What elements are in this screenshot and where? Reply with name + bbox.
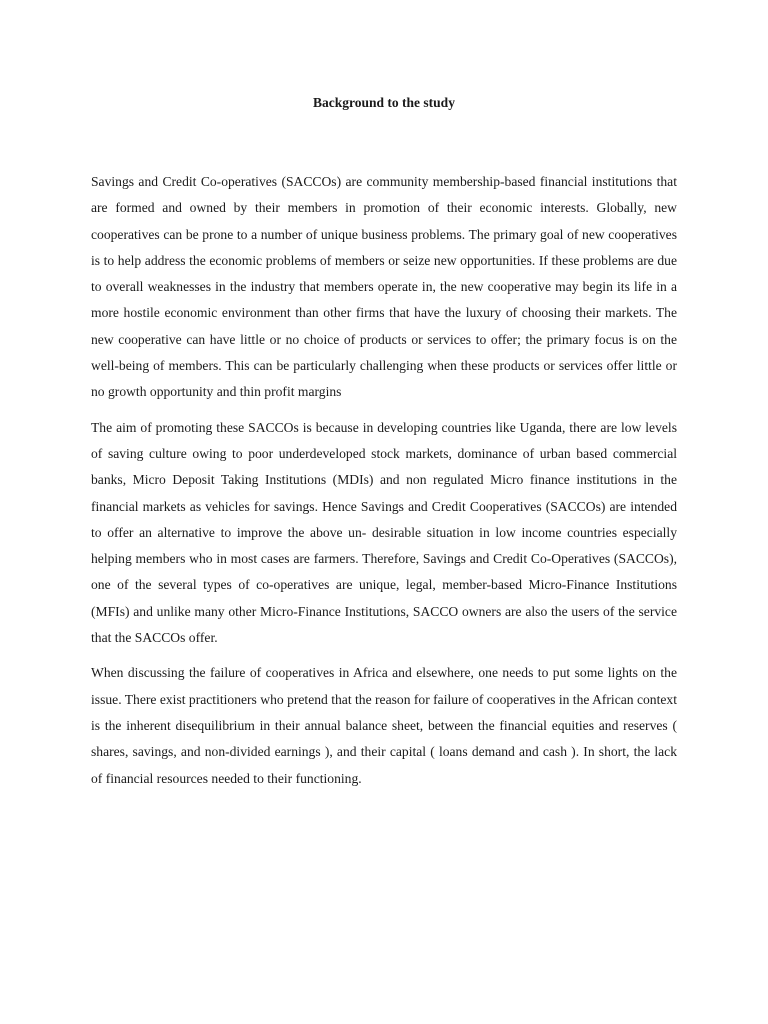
page-title: Background to the study [313,95,455,110]
paragraph-saccos-definition: Savings and Credit Co-operatives (SACCOs) are community membership-based financial institutions that are formed and owned by their members in promotion of their economic interests. Globally, new cooperatives can be prone to a number of unique business problems. The primary goal of new cooperatives is to help address the economic problems of members or seize new opportunities. If these problems are due to overall weaknesses in the industry that members operate in, the new cooperative may begin its life in a more hostile economic environment than other firms that have the luxury of choosing their markets. The new cooperative can have little or no choice of products or services to offer; the primary focus is on the well-being of members. This can be particularly challenging when these products or services offer little or no growth opportunity and thin profit margins [91,174,677,400]
paragraph-cooperative-failure: When discussing the failure of cooperatives in Africa and elsewhere, one needs to put some lights on the issue. There exist practitioners who pretend that the reason for failure of cooperatives in the African context is the inherent disequilibrium in their annual balance sheet, between the financial equities and reserves ( shares, savings, and non-divided earnings ), and their capital ( loans demand and cash ). In short, the lack of financial resources needed to their functioning. [91,665,677,786]
paragraph-promoting-saccos: The aim of promoting these SACCOs is because in developing countries like Uganda, there are low levels of saving culture owing to poor underdeveloped stock markets, dominance of urban based commercial banks, Micro Deposit Taking Institutions (MDIs) and non regulated Micro finance institutions in the financial markets as vehicles for savings. Hence Savings and Credit Cooperatives (SACCOs) are intended to offer an alternative to improve the above un- desirable situation in low income countries especially helping members who in most cases are farmers. Therefore, Savings and Credit Co-Operatives (SACCOs), one of the several types of co-operatives are unique, legal, member-based Micro-Finance Institutions (MFIs) and unlike many other Micro-Finance Institutions, SACCO owners are also the users of the service that the SACCOs offer. [91,419,677,646]
document-body [91,169,677,801]
